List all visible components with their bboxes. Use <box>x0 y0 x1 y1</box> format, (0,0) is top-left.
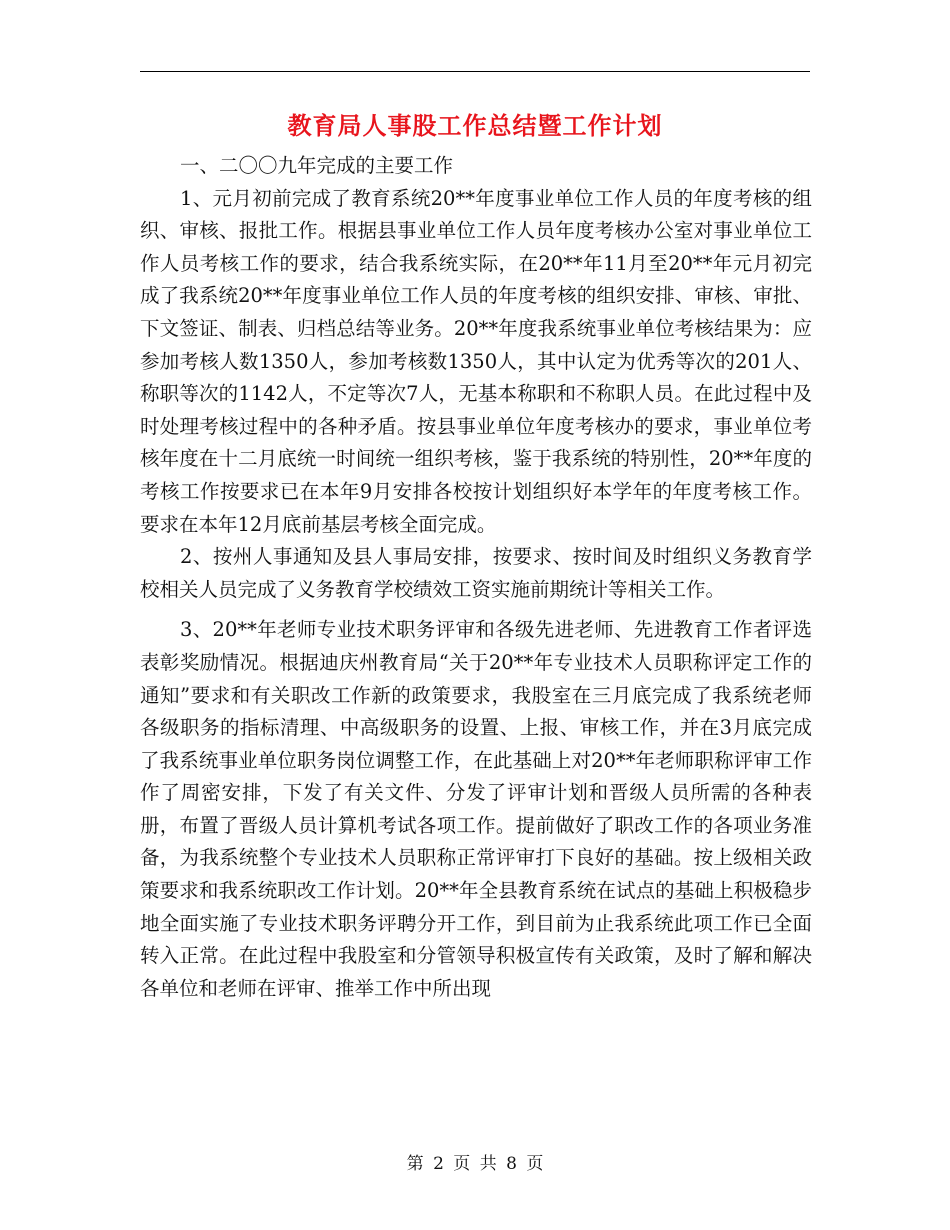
paragraph-1: 1、元月初前完成了教育系统20**年度事业单位工作人员的年度考核的组织、审核、报批工作。根据县事业单位工作人员年度考核办公室对事业单位工作人员考核工作的要求，结合我系统实际，在20**年11月至20**年元月初完成了我系统20**年度事业单位工作人员的年度考核的组织安排、审核、审批、下文签证、制表、归档总结等业务。20**年度我系统事业单位考核结果为：应参加考核人数1350人，参加考核数1350人，其中认定为优秀等次的201人、称职等次的1142人，不定等次7人，无基本称职和不称职人员。在此过程中及时处理考核过程中的各种矛盾。按县事业单位年度考核办的要求，事业单位考核年度在十二月底统一时间统一组织考核，鉴于我系统的特别性，20**年度的考核工作按要求已在本年9月安排各校按计划组织好本学年的年度考核工作。要求在本年12月底前基层考核全面完成。 <box>140 186 812 536</box>
document-title: 教育局人事股工作总结暨工作计划 <box>287 111 663 140</box>
header-rule <box>140 71 810 72</box>
paragraph-2: 2、按州人事通知及县人事局安排，按要求、按时间及时组织义务教育学校相关人员完成了义务教育学校绩效工资实施前期统计等相关工作。 <box>140 545 812 601</box>
paragraph-3: 3、20**年老师专业技术职务评审和各级先进老师、先进教育工作者评选表彰奖励情况。根据迪庆州教育局“关于20**年专业技术人员职称评定工作的通知”要求和有关职改工作新的政策要求，我股室在三月底完成了我系统老师各级职务的指标清理、中高级职务的设置、上报、审核工作，并在3月底完成了我系统事业单位职务岗位调整工作，在此基础上对20**年老师职称评审工作作了周密安排，下发了有关文件、分发了评审计划和晋级人员所需的各种表册，布置了晋级人员计算机考试各项工作。提前做好了职改工作的各项业务准备，为我系统整个专业技术人员职称正常评审打下良好的基础。按上级相关政策要求和我系统职改工作计划。20**年全县教育系统在试点的基础上积极稳步地全面实施了专业技术职务评聘分开工作，到目前为止我系统此项工作已全面转入正常。在此过程中我股室和分管领导积极宣传有关政策，及时了解和解决各单位和老师在评审、推举工作中所出现 <box>140 618 812 1000</box>
document-body <box>140 150 812 1005</box>
section-heading: 一、二〇〇九年完成的主要工作 <box>180 154 454 177</box>
page-number: 第 2 页 共 8 页 <box>406 1154 544 1174</box>
